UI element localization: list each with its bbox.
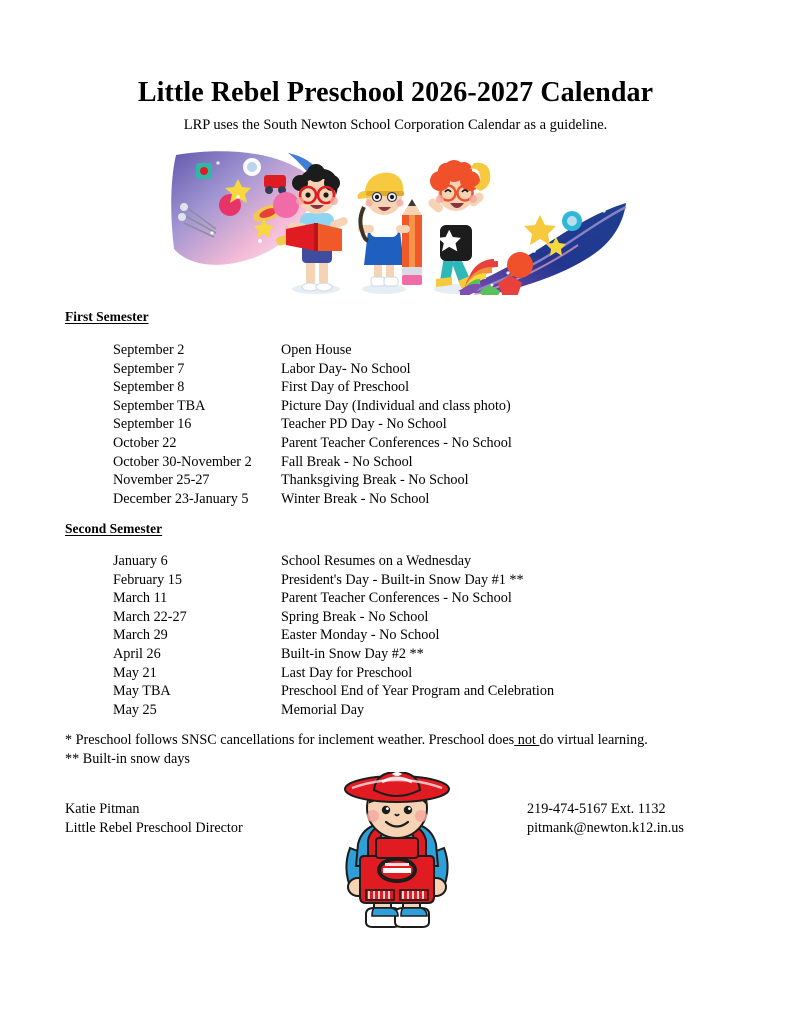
event-cell: Last Day for Preschool <box>281 664 413 681</box>
table-row <box>113 626 733 645</box>
date-cell: September 2 <box>113 342 185 358</box>
event-cell: President's Day - Built-in Snow Day #1 ** <box>281 571 524 588</box>
event-cell: Fall Break - No School <box>281 453 413 470</box>
date-cell: October 30-November 2 <box>113 453 252 470</box>
event-cell: Spring Break - No School <box>281 608 429 625</box>
second-semester-schedule <box>113 552 733 719</box>
table-row <box>113 471 733 490</box>
table-row <box>113 552 733 571</box>
date-cell: September TBA <box>113 397 206 414</box>
table-row <box>113 645 733 664</box>
contact-phone: 219-474-5167 Ext. 1132 <box>527 801 666 817</box>
date-cell: May 25 <box>113 701 157 718</box>
event-cell: Memorial Day <box>281 701 365 718</box>
event-cell: Teacher PD Day - No School <box>281 416 447 433</box>
date-cell: May 21 <box>113 664 157 681</box>
section-heading-second-semester: Second Semester <box>65 521 163 536</box>
footnote-single-asterisk <box>65 731 648 750</box>
director-name: Katie Pitman <box>65 801 140 817</box>
date-cell: February 15 <box>113 571 182 588</box>
rebel-mascot-icon <box>318 772 476 942</box>
table-row <box>113 360 733 379</box>
event-cell: Preschool End of Year Program and Celebration <box>281 683 555 700</box>
footnote-double-asterisk: ** Built-in snow days <box>65 750 190 767</box>
event-cell: Parent Teacher Conferences - No School <box>281 434 512 451</box>
table-row <box>113 701 733 720</box>
table-row <box>113 397 733 416</box>
event-cell: School Resumes on a Wednesday <box>281 553 472 569</box>
date-cell: January 6 <box>113 553 168 569</box>
event-cell: Picture Day (Individual and class photo) <box>281 397 511 414</box>
page-title: Little Rebel Preschool 2026-2027 Calendar <box>137 77 654 108</box>
footnote-text-part2: do virtual learning. <box>539 732 648 748</box>
table-row <box>113 490 733 509</box>
kids-clipart-icon <box>168 145 628 295</box>
date-cell: March 29 <box>113 627 168 644</box>
event-cell: Open House <box>281 342 352 358</box>
signature-block <box>65 800 243 837</box>
date-cell: September 7 <box>113 360 185 377</box>
table-row <box>113 589 733 608</box>
table-row <box>113 664 733 683</box>
event-cell: Thanksgiving Break - No School <box>281 472 469 489</box>
date-cell: March 22-27 <box>113 608 187 625</box>
footnote-text-part1: * Preschool follows SNSC cancellations for inclement weather. Preschool does <box>65 732 515 748</box>
date-cell: March 11 <box>113 590 168 607</box>
page-subtitle: LRP uses the South Newton School Corporation Calendar as a guideline. <box>183 117 608 133</box>
footnotes <box>65 731 648 768</box>
contact-email[interactable]: pitmank@newton.k12.in.us <box>527 819 684 836</box>
event-cell: Built-in Snow Day #2 ** <box>281 645 424 662</box>
table-row <box>113 682 733 701</box>
table-row <box>113 415 733 434</box>
table-row <box>113 571 733 590</box>
date-cell: December 23-January 5 <box>113 490 249 507</box>
event-cell: Winter Break - No School <box>281 490 430 507</box>
event-cell: Easter Monday - No School <box>281 627 440 644</box>
date-cell: September 16 <box>113 416 192 433</box>
table-row <box>113 434 733 453</box>
footnote-not-emphasis: not <box>514 732 540 748</box>
event-cell: Parent Teacher Conferences - No School <box>281 590 512 607</box>
table-row <box>113 453 733 472</box>
table-row <box>113 378 733 397</box>
date-cell: May TBA <box>113 683 171 700</box>
table-row <box>113 608 733 627</box>
date-cell: October 22 <box>113 434 177 451</box>
contact-block <box>527 800 684 837</box>
section-heading-first-semester: First Semester <box>65 309 149 324</box>
event-cell: Labor Day- No School <box>281 360 411 377</box>
table-row <box>113 341 733 360</box>
date-cell: November 25-27 <box>113 472 210 489</box>
director-role: Little Rebel Preschool Director <box>65 819 243 836</box>
date-cell: September 8 <box>113 379 185 396</box>
event-cell: First Day of Preschool <box>281 379 410 396</box>
date-cell: April 26 <box>113 645 161 662</box>
first-semester-schedule <box>113 341 733 508</box>
